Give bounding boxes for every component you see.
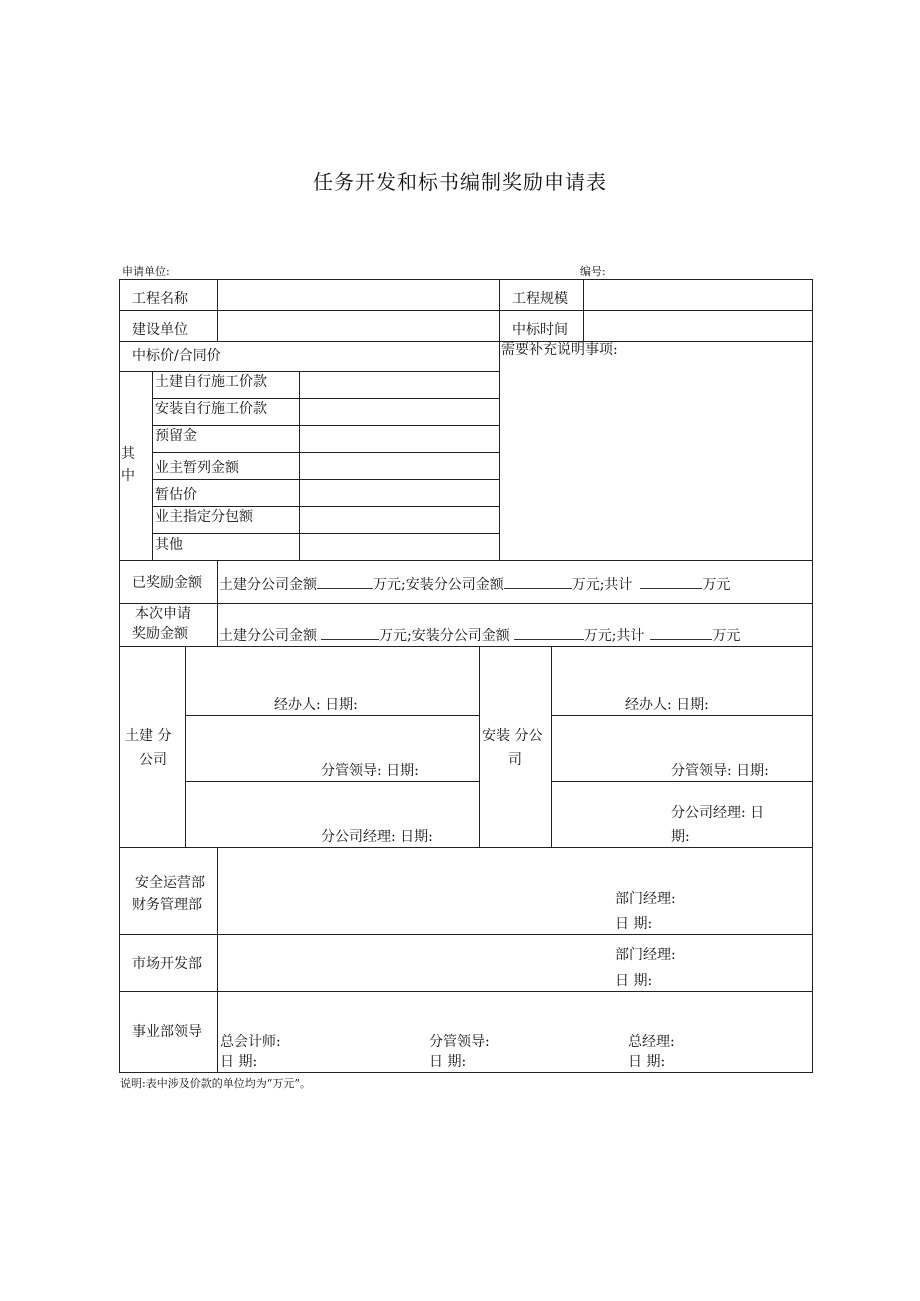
gm-sign: 总经理: (628, 1034, 675, 1050)
civil-handler-sign: 经办人: 日期: (274, 697, 358, 713)
safety-manager-sign: 部门经理: (615, 891, 676, 907)
division-leader-date: 日 期: (429, 1054, 467, 1070)
among-item: 安装自行施工价款 (155, 401, 267, 417)
current-label-2: 奖励金额 (132, 626, 188, 642)
among-item: 暂估价 (155, 487, 197, 503)
among-item: 预留金 (155, 428, 197, 444)
among-label-2: 中 (121, 468, 135, 484)
install-manager-sign-1: 分公司经理: 日 (671, 805, 765, 821)
current-civil-blank (321, 626, 379, 640)
current-total-blank (650, 626, 712, 640)
project-scale-label: 工程规模 (512, 291, 568, 307)
application-form (119, 279, 813, 1073)
among-item: 业主暂列金额 (155, 460, 239, 476)
gm-date: 日 期: (628, 1054, 666, 1070)
current-unit-2: 万元;共计 (583, 628, 645, 644)
current-amount-line (219, 626, 740, 644)
civil-branch-label-2: 公司 (139, 752, 167, 768)
rewarded-amount-line (219, 575, 730, 593)
current-label-1: 本次申请 (135, 606, 191, 622)
rewarded-unit-3: 万元 (702, 577, 731, 593)
rewarded-total-blank (640, 575, 702, 589)
rewarded-unit-1: 万元;安装分公司金额 (373, 577, 504, 593)
accountant-sign: 总会计师: (220, 1034, 281, 1050)
current-civil-text: 土建分公司金额 (219, 628, 317, 644)
accountant-date: 日 期: (220, 1054, 258, 1070)
safety-dept-label: 安全运营部 (135, 875, 205, 891)
division-leader-label: 事业部领导 (132, 1024, 202, 1040)
among-item: 业主指定分包额 (155, 509, 253, 525)
footnote: 说明:表中涉及价款的单位均为“万元”。 (120, 1077, 311, 1090)
among-item: 其他 (155, 537, 183, 553)
serial-no-label: 编号: (580, 265, 606, 278)
project-name-label: 工程名称 (132, 291, 188, 307)
market-date: 日 期: (615, 973, 653, 989)
finance-dept-label: 财务管理部 (132, 897, 202, 913)
safety-date: 日 期: (615, 916, 653, 932)
civil-branch-label-1: 土建 分 (125, 728, 172, 744)
rewarded-label: 已奖励金额 (132, 575, 202, 591)
form-grid-lines (119, 279, 813, 1073)
applicant-unit-label: 申请单位: (122, 265, 170, 278)
rewarded-civil-text: 土建分公司金额 (219, 577, 317, 593)
install-handler-sign: 经办人: 日期: (625, 697, 709, 713)
install-manager-sign-2: 期: (671, 829, 690, 845)
market-manager-sign: 部门经理: (615, 947, 676, 963)
division-leader-sign: 分管领导: (429, 1034, 490, 1050)
among-label-1: 其 (121, 446, 135, 462)
rewarded-civil-blank (317, 575, 373, 589)
supplement-label: 需要补充说明事项: (501, 342, 618, 358)
install-leader-sign: 分管领导: 日期: (671, 763, 769, 779)
current-unit-1: 万元;安装分公司金额 (379, 628, 510, 644)
rewarded-unit-2: 万元;共计 (571, 577, 633, 593)
rewarded-install-blank (504, 575, 572, 589)
among-item: 土建自行施工价款 (155, 374, 267, 390)
install-branch-label-2: 司 (508, 752, 522, 768)
install-branch-label-1: 安装 分公 (482, 728, 543, 744)
civil-manager-sign: 分公司经理: 日期: (321, 829, 433, 845)
owner-unit-label: 建设单位 (132, 322, 188, 338)
civil-leader-sign: 分管领导: 日期: (321, 763, 419, 779)
market-dept-label: 市场开发部 (132, 956, 202, 972)
award-price-label: 中标价/合同价 (132, 348, 221, 364)
page-title: 任务开发和标书编制奖励申请表 (313, 170, 607, 194)
award-time-label: 中标时间 (512, 322, 568, 338)
current-install-blank (514, 626, 584, 640)
current-unit-3: 万元 (712, 628, 741, 644)
